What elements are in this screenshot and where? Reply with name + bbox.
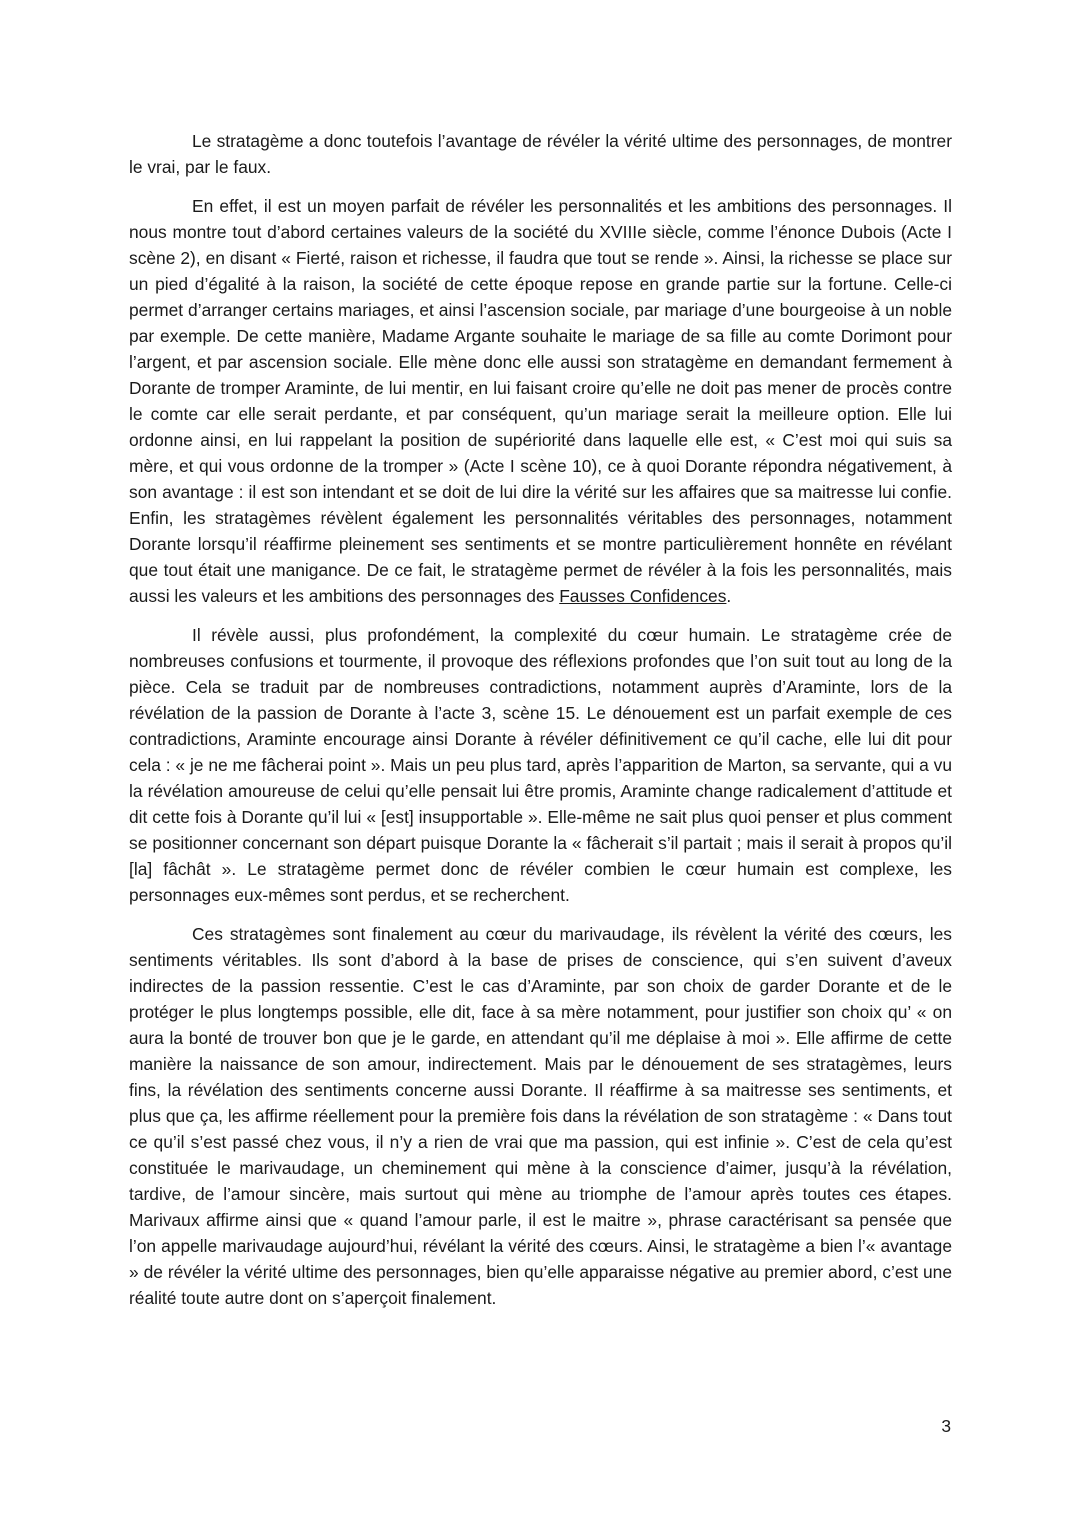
paragraph-2-end: . <box>726 586 732 606</box>
paragraph-4: Ces stratagèmes sont finalement au cœur du marivaudage, ils révèlent la vérité des cœurs, les sentiments véritables. Ils sont d’abord à la base de prises de conscience, qui s’en suivent d’aveux indirectes de la passion ressentie. C’est le cas d’Araminte, par son choix de garder Dorante et de le protéger le plus longtemps possible, elle dit, face à sa mère notamment, pour justifier son choix qu’ « on aura la bonté de trouver bon que je le garde, en attendant qu’il me déplaise à moi ». Elle affirme de cette manière la naissance de son amour, indirectement. Mais par le dénouement de ses stratagèmes, leurs fins, la révélation des sentiments concerne aussi Dorante. Il réaffirme à sa maitresse ses sentiments, et plus que ça, les affirme réellement pour la première fois dans la révélation de son stratagème : « Dans tout ce qu’il s’est passé chez vous, il n’y a rien de vrai que ma passion, qui est infinie ». C’est de cela qu’est constituée le marivaudage, un cheminement qui mène à la conscience d’aimer, jusqu’à la révélation, tardive, de l’amour sincère, mais surtout qui mène au triomphe de l’amour après toutes ces étapes. Marivaux affirme ainsi que « quand l’amour parle, il est le maitre », phrase caractérisant sa pensée que l’on appelle marivaudage aujourd’hui, révélant la vérité des cœurs. Ainsi, le stratagème a bien l’« avantage » de révéler la vérité ultime des personnages, bien qu’elle apparaisse négative au premier abord, c’est une réalité toute autre dont on s’aperçoit finalement. <box>129 924 952 1308</box>
body-text <box>129 128 952 1324</box>
work-title: Fausses Confidences <box>559 586 727 606</box>
paragraph-2-text: En effet, il est un moyen parfait de révéler les personnalités et les ambitions des personnages. Il nous montre tout d’abord certaines valeurs de la société du XVIIIe siècle, comme l’énonce Dubois (Acte I scène 2), en disant « Fierté, raison et richesse, il faudra que tout se rende ». Ainsi, la richesse se place sur un pied d’égalité à la raison, la société de cette époque repose en grande partie sur la fortune. Celle-ci permet d’arranger certains mariages, et ainsi l’ascension sociale, par mariage d’une bourgeoise à un noble par exemple. De cette manière, Madame Argante souhaite le mariage de sa fille au comte Dorimont pour l’argent, et par ascension sociale. Elle mène donc elle aussi son stratagème en demandant fermement à Dorante de tromper Araminte, de lui mentir, en lui faisant croire qu’elle ne doit pas mener de procès contre le comte car elle serait perdante, et par conséquent, qu’un mariage serait la meilleure option. Elle lui ordonne ainsi, en lui rappelant la position de supériorité dans laquelle elle est, « C’est moi qui suis sa mère, et qui vous ordonne de la tromper » (Acte I scène 10), ce à quoi Dorante répondra négativement, à son avantage : il est son intendant et se doit de lui dire la vérité sur les affaires que sa maitresse lui confie. Enfin, les stratagèmes révèlent également les personnalités véritables des personnages, notamment Dorante lorsqu’il réaffirme pleinement ses sentiments et se montre particulièrement honnête en révélant que tout était une manigance. De ce fait, le stratagème permet de révéler à la fois les personnalités, mais aussi les valeurs et les ambitions des personnages des <box>129 196 952 606</box>
paragraph-3: Il révèle aussi, plus profondément, la complexité du cœur humain. Le stratagème crée de nombreuses confusions et tourmente, il provoque des réflexions profondes que l’on suit tout au long de la pièce. Cela se traduit par de nombreuses contradictions, notamment auprès d’Araminte, lors de la révélation de la passion de Dorante à l’acte 3, scène 15. Le dénouement est un parfait exemple de ces contradictions, Araminte encourage ainsi Dorante à révéler définitivement ce qu’il cache, elle lui dit pour cela : « je ne me fâcherai point ». Mais un peu plus tard, après l’apparition de Marton, sa servante, qui a vu la révélation amoureuse de celui qu’elle pensait lui être promis, Araminte change radicalement d’attitude et dit cette fois à Dorante qu’il lui « [est] insupportable ». Elle-même ne sait plus quoi penser et plus comment se positionner concernant son départ puisque Dorante la « fâcherait s’il partait ; mais il serait à propos qu’il [la] fâchât ». Le stratagème permet donc de révéler combien le cœur humain est complexe, les personnages eux-mêmes sont perdus, et se recherchent. <box>129 625 952 905</box>
page-number: 3 <box>941 1416 951 1436</box>
paragraph-2 <box>129 193 952 609</box>
paragraph-1: Le stratagème a donc toutefois l’avantage de révéler la vérité ultime des personnages, de montrer le vrai, par le faux. <box>129 131 952 177</box>
